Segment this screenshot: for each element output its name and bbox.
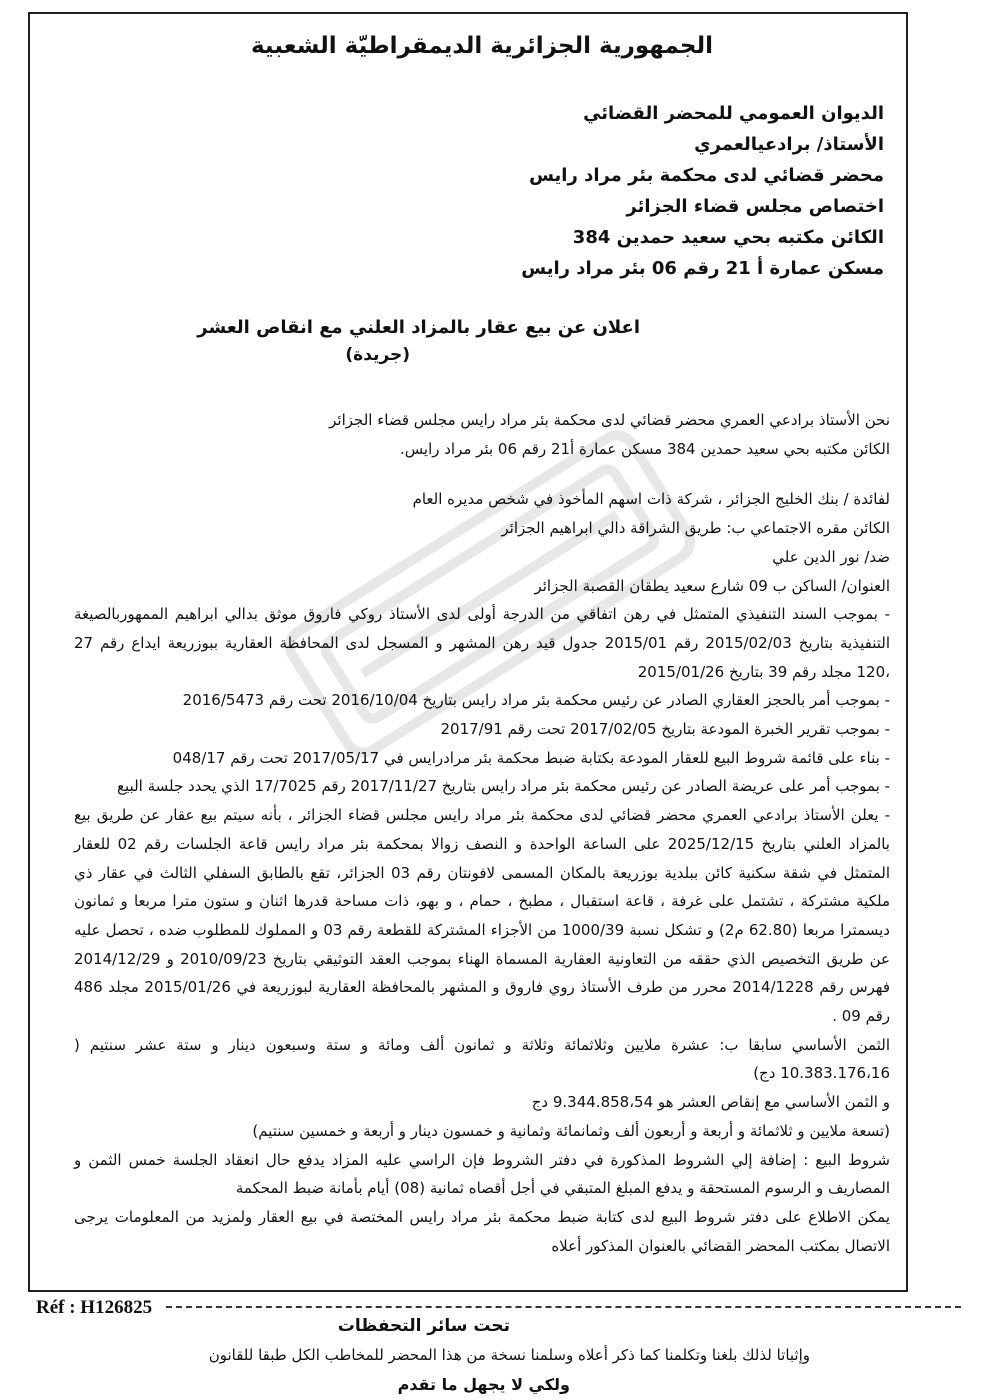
reduced-price: و الثمن الأساسي مع إنقاص العشر هو 9.344.858،54 دج bbox=[531, 1093, 890, 1112]
republic-heading: الجمهورية الجزائرية الديمقراطيّة الشعبية bbox=[250, 33, 714, 59]
party-line: العنوان/ الساكن ب 09 شارع سعيد يطقان القصبة الجزائر bbox=[534, 576, 890, 595]
office-line: محضر قضائي لدى محكمة بئر مراد رايس bbox=[529, 165, 884, 186]
intro-line: نحن الأستاذ برادعي العمري محضر قضائي لدى محكمة بئر مراد رايس مجلس قضاء الجزائر bbox=[329, 411, 890, 429]
reduced-price-words: (تسعة ملايين و ثلاثمائة و أربعة و أربعون ألف وثمانمائة وثمانية و خمسون دينار و أربعة و خمسين سنتيم) bbox=[252, 1121, 890, 1140]
office-line: الكائن مكتبه بحي سعيد حمدين 384 bbox=[572, 227, 884, 248]
reference-number: Réf : H126825 bbox=[36, 1293, 166, 1323]
base-price: الثمن الأساسي سابقا ب: عشرة ملايين وثلاثمائة وثلاثة و ثمانون ألف ومائة و ستة وسبعون دينار و ستة عشر سنتيم ( 10.383.176،16 دج) bbox=[74, 1035, 890, 1083]
legal-item: - بموجب تقرير الخبرة المودعة بتاريخ 2017/02/05 تحت رقم 2017/91 bbox=[440, 720, 890, 739]
office-line: الديوان العمومي للمحضر القضائي bbox=[583, 103, 884, 124]
legal-item: - بموجب أمر بالحجز العقاري الصادر عن رئيس محكمة بئر مراد رايس بتاريخ 2016/10/04 تحت رقم 2016/5473 bbox=[182, 691, 890, 710]
legal-item: - بموجب أمر على عريضة الصادر عن رئيس محكمة بئر مراد رايس بتاريخ 2017/11/27 رقم 17/7025 الذي يحدد جلسة البيع bbox=[117, 777, 890, 796]
contact-info: يمكن الاطلاع على دفتر شروط البيع لدى كتابة ضبط محكمة بئر مراد رايس المختصة في بيع العقار ولمزيد من المعلومات يرجى الاتصال بمكتب المحضر القضائي بالعنوان المذكور أعلاه bbox=[74, 1207, 890, 1255]
sale-description: - يعلن الأستاذ برادعي العمري محضر قضائي لدى محكمة بئر مراد رايس مجلس قضاء الجزائر ، بأنه سيتم بيع عقار عن طريق بيع بالمزاد العلني بتاريخ 2025/12/15 على الساعة الواحدة و النصف زوالا بمحكمة بئر مراد رايس قاعة الجلسات رقم 02 للعقار المتمثل في شقة سكنية كائن ببلدية بوزريعة بالمكان المسمى لافونتان رقم 03 الجزائر، تقع بالطابق السفلي الثالث في عقار ذي ملكية مشتركة ، تشتمل على غرفة ، قاعة استقبال ، مطبخ ، حمام ، و بهو، ذات مساحة قدرها اثنان و ستون مترا مربعا و ثمانون ديسمترا مربعا (62.80 م2) و تشكل نسبة 1000/39 من الأجزاء المشتركة للقطعة رقم 03 و المملوك للمطلوب ضده ، تحصل عليه عن طريق التخصيص الذي حققه من التعاونية العقارية المسماة الهناء بموجب العقد التوثيقي بتاريخ 2010/09/23 و 2014/12/29 فهرس رقم 2014/1228 محرر من طرف الأستاذ روي فاروق و المشهر بالمحافظة العقارية لبوزريعة في 2015/01/26 مجلد 486 رقم 09 . bbox=[74, 806, 891, 1026]
legal-item: - بموجب السند التنفيذي المتمثل في رهن اتفاقي من الدرجة أولى لدى الأستاذ روكي فاروق موثق بدالي ابراهيم الممهوربالصيغة التنفيذية بتاريخ 2015/02/03 رقم 2015/01 جدول قيد رهن المشهر و المسجل لدى المحافظة العقارية ببوزريعة ايداع رقم 27 ،120 مجلد رقم 39 بتاريخ 2015/01/26 bbox=[74, 605, 891, 681]
reservations bbox=[74, 1312, 890, 1400]
sale-conditions: شروط البيع : إضافة إلي الشروط المذكورة في دفتر الشروط فإن الراسي عليه المزاد يدفع حال انعقاد الجلسة خمس الثمن و المصاريف و الرسوم المستحقة و يدفع المبلغ المتبقي في أجل أقصاه ثمانية (08) أيام بأمانة ضبط المحكمة bbox=[74, 1150, 890, 1198]
announcement-body bbox=[74, 406, 890, 1260]
reservations-text: وإثباتا لذلك بلغنا وتكلمنا كما ذكر أعلاه وسلمنا نسخة من هذا المحضر للمخاطب الكل طبقا للقانون bbox=[208, 1346, 810, 1365]
office-line: مسكن عمارة أ 21 رقم 06 بئر مراد رايس bbox=[521, 258, 884, 279]
party-line: لفائدة / بنك الخليج الجزائر ، شركة ذات اسهم المأخوذ في شخص مديره العام bbox=[412, 490, 890, 509]
announcement bbox=[74, 314, 890, 368]
closing-line: ولكي لا يجهل ما تقدم bbox=[397, 1375, 570, 1395]
legal-item: - بناء على قائمة شروط البيع للعقار المودعة بكتابة ضبط محكمة بئر مرادرايس في 2017/05/17 تحت رقم 048/17 bbox=[172, 748, 890, 767]
document-content bbox=[74, 14, 890, 1400]
footer-dashed-rule bbox=[166, 1306, 961, 1308]
reservations-title: تحت سائر التحفظات bbox=[337, 1316, 510, 1337]
announcement-subtitle: (جريدة) bbox=[345, 345, 410, 365]
party-line: ضد/ نور الدين علي bbox=[772, 547, 890, 566]
office-line: الأستاذ/ برادعيالعمري bbox=[694, 134, 884, 155]
announcement-title: اعلان عن بيع عقار بالمزاد العلني مع انقاص العشر bbox=[197, 317, 640, 338]
party-line: الكائن مقره الاجتماعي ب: طريق الشراقة دالي ابراهيم الجزائر bbox=[501, 519, 890, 538]
intro-line: الكائن مكتبه بحي سعيد حمدين 384 مسكن عمارة أ21 رقم 06 بئر مراد رايس. bbox=[400, 439, 890, 458]
office-header bbox=[74, 98, 890, 284]
office-line: اختصاص مجلس قضاء الجزائر bbox=[626, 196, 884, 217]
